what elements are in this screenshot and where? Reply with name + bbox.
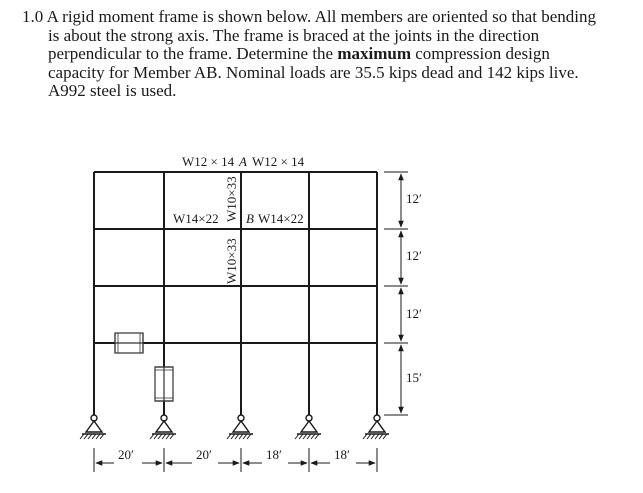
joint-b-label: B bbox=[246, 211, 254, 226]
bold-maximum: maximum bbox=[337, 44, 412, 63]
story-height-1: 15′ bbox=[406, 370, 422, 385]
joint-a-label: A bbox=[239, 154, 247, 169]
wide-flange-section-vertical-icon bbox=[155, 367, 173, 401]
bay-width-2: 20′ bbox=[196, 447, 212, 462]
mid-beam-left-label: W14×22 bbox=[173, 211, 219, 226]
problem-number: 1.0 bbox=[22, 7, 44, 26]
problem-line-4: capacity for Member AB. Nominal loads are 35.5 kips dead and 142 kips live. bbox=[48, 62, 579, 82]
problem-line-3: perpendicular to the frame. Determine the maximum compression design bbox=[48, 44, 550, 63]
supports bbox=[80, 415, 389, 439]
problem-line-5: A992 steel is used. bbox=[48, 81, 177, 100]
support-2 bbox=[150, 415, 176, 439]
lower-column-label: W10×33 bbox=[224, 238, 239, 284]
top-beam-right-label: W12 × 14 bbox=[252, 154, 305, 169]
support-3 bbox=[227, 415, 253, 439]
problem-line-2: is about the strong axis. The frame is braced at the joints in the direction bbox=[48, 25, 540, 45]
story-height-3: 12′ bbox=[406, 248, 422, 263]
support-1 bbox=[80, 415, 106, 439]
bay-width-3: 18′ bbox=[266, 447, 282, 462]
bay-width-1: 20′ bbox=[118, 447, 134, 462]
support-5 bbox=[363, 415, 389, 439]
wide-flange-section-horizontal-icon bbox=[115, 333, 143, 353]
upper-column-label: W10×33 bbox=[224, 176, 239, 222]
height-dimensions bbox=[384, 172, 408, 415]
story-height-2: 12′ bbox=[406, 306, 422, 321]
support-4 bbox=[295, 415, 321, 439]
story-height-4: 12′ bbox=[406, 191, 422, 206]
bay-width-4: 18′ bbox=[334, 447, 350, 462]
problem-line-1: 1.0 A rigid moment frame is shown below. All members are oriented so that bending bbox=[22, 7, 596, 26]
top-beam-left-label: W12 × 14 bbox=[182, 154, 235, 169]
mid-beam-right-label: W14×22 bbox=[258, 211, 304, 226]
